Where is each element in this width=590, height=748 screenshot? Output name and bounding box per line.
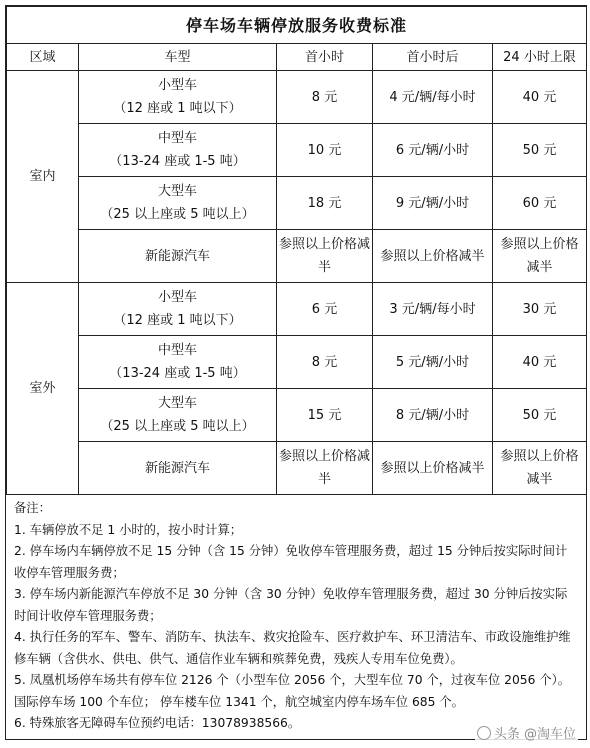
- vehicle-type: 中型车: [157, 343, 197, 358]
- notes-label: 备注：: [14, 501, 51, 515]
- column-header: 首小时后: [373, 44, 493, 71]
- daily-cap-fee: 参照以上价格减半: [493, 442, 587, 495]
- table-row: [7, 442, 587, 495]
- vehicle-type: 新能源汽车: [144, 248, 210, 264]
- vehicle-type: 大型车: [157, 396, 197, 411]
- first-hour-fee: 6 元: [277, 283, 373, 336]
- note-item: 4. 执行任务的军车、警车、消防车、执法车、救灾抢险车、医疗救护车、环卫清洁车、市政设施维护维修车辆（含供水、供电、供气、通信作业车辆和殡葬免费，残疾人专用车位免费）。: [14, 630, 571, 666]
- after-first-hour-fee: 4 元/辆/每小时: [373, 71, 493, 124]
- vehicle-spec: （13-24 座或 1-5 吨）: [109, 154, 246, 169]
- note-item: 5. 凤凰机场停车场共有停车位 2126 个（小型车位 2056 个，大型车位 70 个，过夜车位 2056 个）。国际停车场 100 个车位； 停车楼车位 1341 个，航空城室内停车场车位 685 个。: [14, 673, 571, 709]
- vehicle-type-cell: [79, 283, 277, 336]
- first-hour-fee: 8 元: [277, 336, 373, 389]
- watermark-text: 头条 @淘车位: [493, 727, 576, 742]
- note-item: 1. 车辆停放不足 1 小时的，按小时计算；: [14, 522, 243, 537]
- vehicle-type-cell: [79, 442, 277, 495]
- notes-section: [6, 495, 586, 739]
- vehicle-type: 中型车: [157, 131, 197, 146]
- vehicle-type-cell: [79, 71, 277, 124]
- toutiao-logo-icon: [477, 726, 491, 740]
- daily-cap-fee: 30 元: [493, 283, 587, 336]
- table-row: [7, 283, 587, 336]
- vehicle-spec: （25 以上座或 5 吨以上）: [100, 207, 255, 222]
- note-item: 6. 特殊旅客无障碍车位预约电话：13078938566。: [14, 716, 301, 730]
- column-header: 区域: [7, 44, 79, 71]
- table-row: [7, 71, 587, 124]
- daily-cap-fee: 40 元: [493, 336, 587, 389]
- daily-cap-fee: 50 元: [493, 124, 587, 177]
- table-row: [7, 230, 587, 283]
- vehicle-type-cell: [79, 389, 277, 442]
- after-first-hour-fee: 8 元/辆/小时: [373, 389, 493, 442]
- table-row: [7, 336, 587, 389]
- vehicle-type-cell: [79, 230, 277, 283]
- vehicle-type-cell: [79, 336, 277, 389]
- fee-standard-document: [5, 5, 587, 740]
- after-first-hour-fee: 9 元/辆/小时: [373, 177, 493, 230]
- vehicle-type: 大型车: [157, 184, 197, 199]
- table-title: 停车场车辆停放服务收费标准: [7, 7, 587, 44]
- daily-cap-fee: 60 元: [493, 177, 587, 230]
- vehicle-spec: （25 以上座或 5 吨以上）: [100, 419, 255, 434]
- first-hour-fee: 8 元: [277, 71, 373, 124]
- zone-cell: 室内: [7, 71, 79, 283]
- column-header: 车型: [79, 44, 277, 71]
- first-hour-fee: 参照以上价格减半: [277, 442, 373, 495]
- vehicle-type-cell: [79, 124, 277, 177]
- after-first-hour-fee: 参照以上价格减半: [373, 230, 493, 283]
- daily-cap-fee: 参照以上价格减半: [493, 230, 587, 283]
- daily-cap-fee: 40 元: [493, 71, 587, 124]
- watermark: [475, 723, 578, 742]
- first-hour-fee: 10 元: [277, 124, 373, 177]
- note-item: 3. 停车场内新能源汽车停放不足 30 分钟（含 30 分钟）免收停车管理服务费，超过 30 分钟后按实际时间计收停车管理服务费；: [14, 587, 568, 623]
- fee-table: [6, 6, 587, 495]
- vehicle-type: 新能源汽车: [144, 460, 210, 476]
- table-row: [7, 124, 587, 177]
- column-header: 首小时: [277, 44, 373, 71]
- vehicle-spec: （12 座或 1 吨以下）: [113, 313, 242, 328]
- first-hour-fee: 参照以上价格减半: [277, 230, 373, 283]
- column-header: 24 小时上限: [493, 44, 587, 71]
- daily-cap-fee: 50 元: [493, 389, 587, 442]
- vehicle-spec: （13-24 座或 1-5 吨）: [109, 366, 246, 381]
- vehicle-type: 小型车: [157, 78, 197, 93]
- vehicle-spec: （12 座或 1 吨以下）: [113, 101, 242, 116]
- after-first-hour-fee: 3 元/辆/每小时: [373, 283, 493, 336]
- table-row: [7, 177, 587, 230]
- vehicle-type-cell: [79, 177, 277, 230]
- after-first-hour-fee: 6 元/辆/小时: [373, 124, 493, 177]
- after-first-hour-fee: 参照以上价格减半: [373, 442, 493, 495]
- vehicle-type: 小型车: [157, 290, 197, 305]
- first-hour-fee: 18 元: [277, 177, 373, 230]
- table-row: [7, 389, 587, 442]
- note-item: 2. 停车场内车辆停放不足 15 分钟（含 15 分钟）免收停车管理服务费，超过 15 分钟后按实际时间计收停车管理服务费；: [14, 544, 568, 580]
- first-hour-fee: 15 元: [277, 389, 373, 442]
- after-first-hour-fee: 5 元/辆/小时: [373, 336, 493, 389]
- zone-cell: 室外: [7, 283, 79, 495]
